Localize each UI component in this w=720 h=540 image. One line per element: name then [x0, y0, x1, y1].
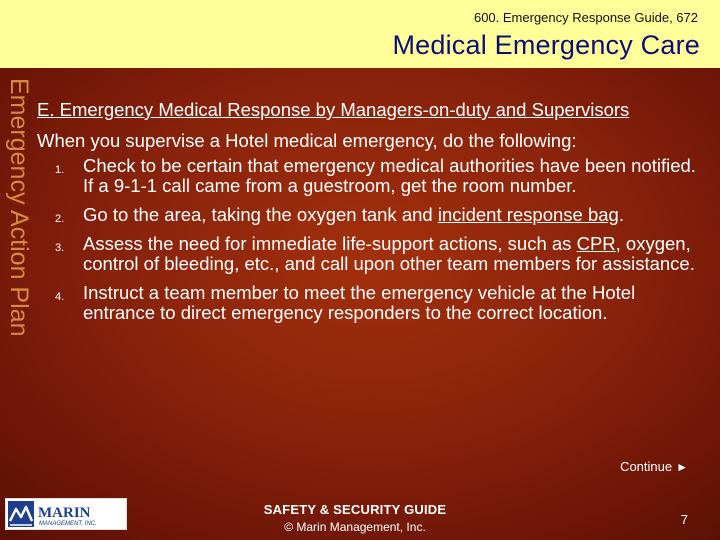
- company-logo: [5, 498, 127, 530]
- header-subtitle: 600. Emergency Response Guide, 672: [473, 10, 698, 25]
- continue-button[interactable]: [620, 459, 688, 474]
- step-text-before: Assess the need for immediate life-support actions, such as: [83, 233, 577, 254]
- header-bar: [0, 0, 720, 68]
- step-text-before: Go to the area, taking the oxygen tank and: [83, 204, 438, 225]
- steps-list: [37, 156, 697, 323]
- step-number: 2.: [55, 213, 65, 225]
- page-title: Medical Emergency Care: [392, 30, 700, 60]
- section-heading: E. Emergency Medical Response by Managers-on-duty and Supervisors: [37, 99, 630, 120]
- step-item: [37, 156, 697, 196]
- footer-center: [200, 502, 510, 534]
- footer-guide-title: SAFETY & SECURITY GUIDE: [263, 502, 447, 517]
- intro-text: When you supervise a Hotel medical emergency, do the following:: [37, 130, 577, 151]
- step-number: 3.: [55, 242, 65, 254]
- footer: [0, 488, 720, 540]
- cpr-link[interactable]: CPR: [576, 233, 616, 254]
- step-item: [37, 205, 697, 225]
- incident-response-bag-link[interactable]: incident response bag: [437, 204, 619, 225]
- step-item: [37, 234, 697, 274]
- play-triangle-icon: ►: [676, 460, 688, 474]
- logo-mark: [6, 499, 126, 529]
- logo-subtext: MANAGEMENT, INC.: [39, 521, 97, 527]
- step-text-after: .: [618, 204, 624, 225]
- step-number: 1.: [55, 164, 65, 176]
- step-text: Instruct a team member to meet the emergency vehicle at the Hotel entrance to direct emergency responders to the correct location.: [83, 282, 636, 323]
- step-text: Check to be certain that emergency medical authorities have been notified. If a 9-1-1 call came from a guestroom, get the room number.: [83, 155, 696, 196]
- logo-text: MARIN: [38, 505, 91, 521]
- step-text-after: , oxygen, control of bleeding, etc., and call upon other team members for assistance.: [83, 233, 695, 274]
- continue-label: Continue: [620, 459, 673, 474]
- step-number: 4.: [55, 291, 65, 303]
- footer-copyright: © Marin Management, Inc.: [284, 520, 426, 534]
- step-item: [37, 283, 697, 323]
- page-number: 7: [680, 512, 688, 527]
- side-label: Emergency Action Plan: [5, 78, 33, 337]
- content-area: [37, 100, 697, 332]
